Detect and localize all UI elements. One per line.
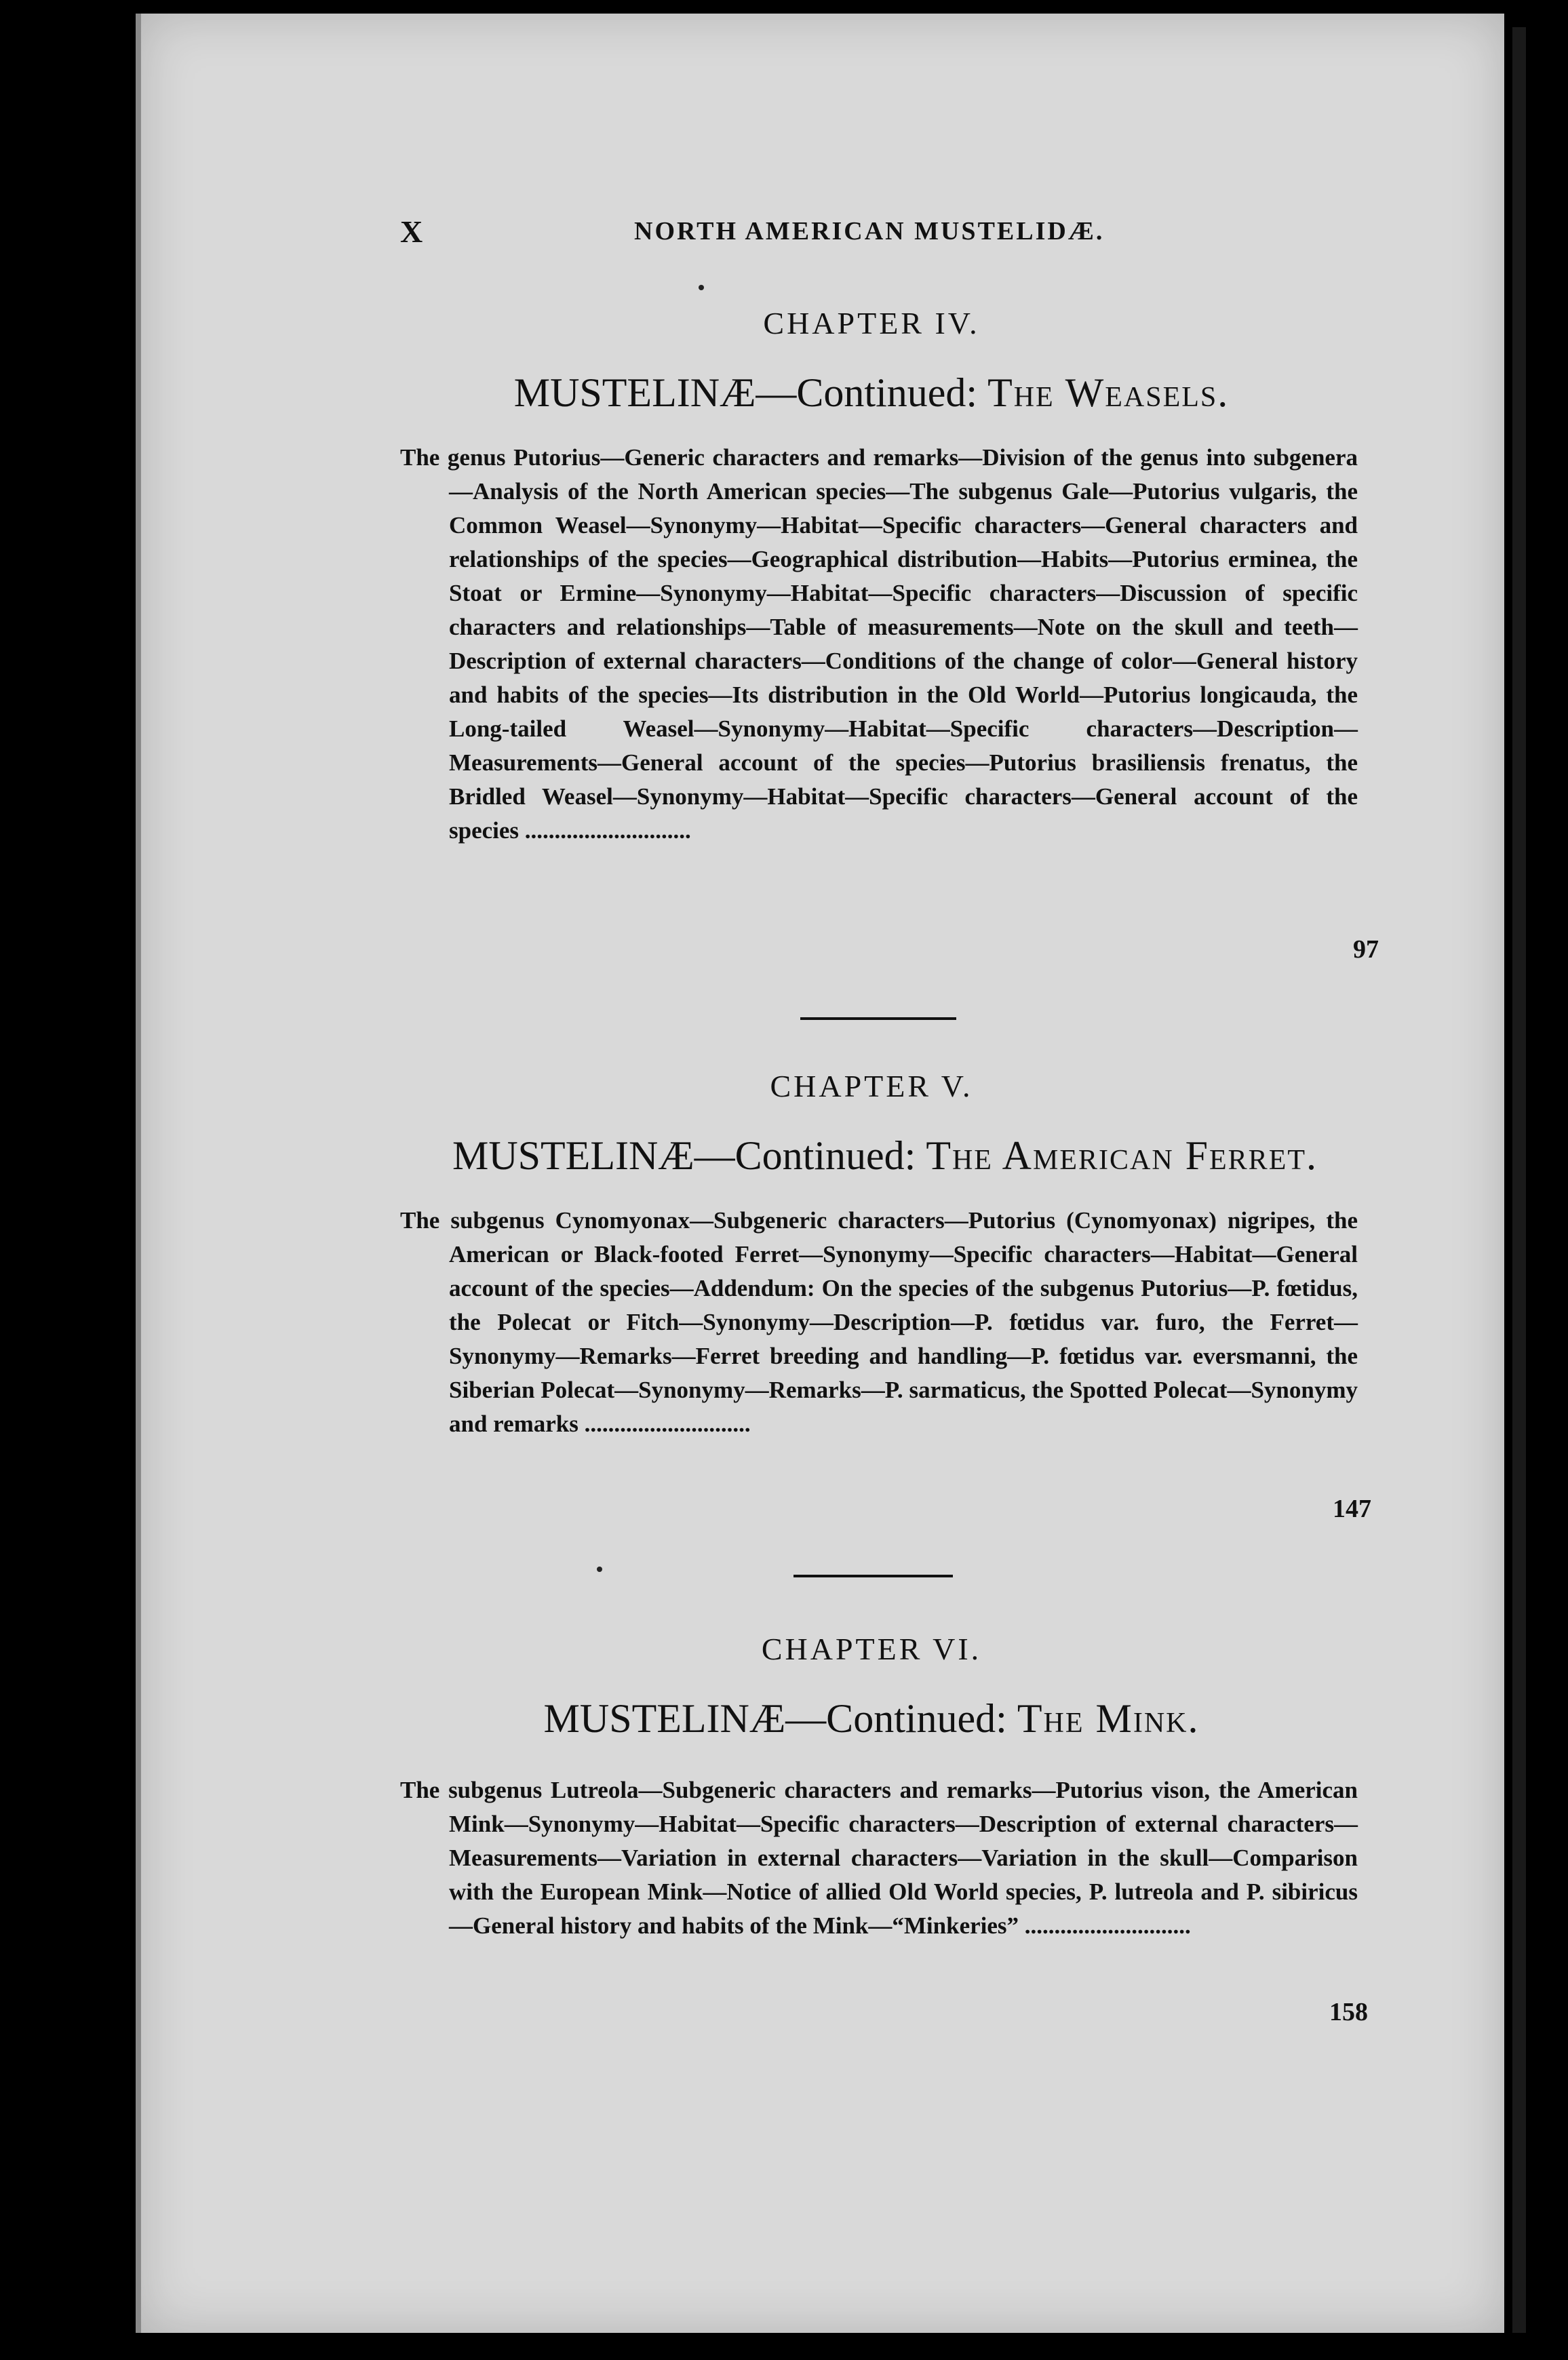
chapter-contents — [400, 441, 1358, 848]
chapter-label: CHAPTER IV. — [763, 306, 980, 340]
chapter-label: CHAPTER VI. — [761, 1632, 982, 1666]
dot-leader: ............................ — [584, 1411, 751, 1437]
chapter-contents — [400, 1773, 1358, 1943]
chapter-heading — [393, 1133, 1377, 1179]
page-edge-right — [1512, 27, 1526, 2333]
chapter-heading — [380, 1695, 1363, 1742]
contents-text: The subgenus Cynomyonax—Subgeneric characters—Putorius (Cynomyonax) nigripes, the American or Black-footed Ferret—Synonymy—Specific characters—Habitat—General account of the species—Addendum: On the species of the subgenus Putorius—P. fœtidus, the Polecat or Fitch—Synonymy—Description—P. fœtidus var. furo, the Ferret—Synonymy—Remarks—Ferret breeding and handling—P. fœtidus var. eversmanni, the Siberian Polecat—Synonymy—Remarks—P. sarmaticus, the Spotted Polecat—Synonymy and remarks — [400, 1207, 1358, 1437]
heading-main: MUSTELINÆ—Continued: — [513, 370, 978, 415]
section-rule — [800, 1017, 956, 1020]
section-rule — [793, 1575, 953, 1577]
heading-sub: The Weasels. — [987, 370, 1230, 415]
running-title: NORTH AMERICAN MUSTELIDÆ. — [634, 217, 1105, 245]
dot-leader: ............................ — [1024, 1912, 1191, 1939]
contents-text: The genus Putorius—Generic characters and remarks—Division of the genus into subgenera—Analysis of the North American species—The subgenus Gale—Putorius vulgaris, the Common Weasel—Synonymy—Habitat—Specific characters—General characters and relationships of the species—Geographical distribution—Habits—Putorius erminea, the Stoat or Ermine—Synonymy—Habitat—Specific characters—Discussion of specific characters and relationships—Table of measurements—Note on the skull and teeth—Description of external characters—Conditions of the change of color—General history and habits of the species—Its distribution in the Old World—Putorius longicauda, the Long-tailed Weasel—Synonymy—Habitat—Specific characters—Description—Measurements—General account of the species—Putorius brasiliensis frenatus, the Bridled Weasel—Synonymy—Habitat—Specific characters—General account of the species — [400, 444, 1358, 844]
heading-main: MUSTELINÆ—Continued: — [543, 1696, 1007, 1741]
page-number: 97 — [1353, 935, 1379, 964]
heading-main: MUSTELINÆ—Continued: — [452, 1133, 916, 1178]
page-number: 158 — [1329, 1998, 1368, 2026]
speck — [597, 1567, 602, 1572]
speck — [699, 285, 704, 290]
chapter-label: CHAPTER V. — [770, 1069, 973, 1103]
contents-text: The subgenus Lutreola—Subgeneric characters and remarks—Putorius vison, the American Mink—Synonymy—Habitat—Specific characters—Description of external characters—Measurements—Variation in external characters—Variation in the skull—Comparison with the European Mink—Notice of allied Old World species, P. lutreola and P. sibiricus—General history and habits of the Mink—“Minkeries” — [400, 1777, 1358, 1939]
heading-sub: The American Ferret. — [926, 1133, 1318, 1178]
page-number: 147 — [1333, 1495, 1371, 1523]
dot-leader: ............................ — [524, 817, 691, 844]
folio-number: X — [400, 214, 425, 249]
chapter-contents — [400, 1204, 1358, 1441]
heading-sub: The Mink. — [1017, 1696, 1200, 1741]
chapter-heading — [380, 370, 1363, 416]
